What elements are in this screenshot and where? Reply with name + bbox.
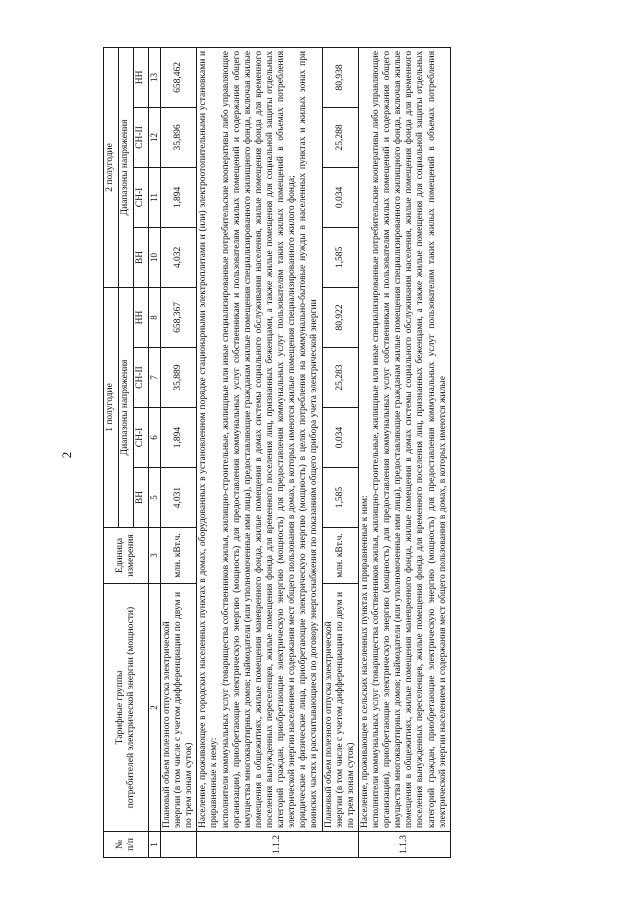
description-paragraph: юридические и физические лица, приобретающие электрическую энергию (мощность) в целях потребления на коммунально-бытовые нужды в населенных пунктах и жилых зонах при воинских частях и рассчитывающиеся по договору энергоснабжения по показаниям общего прибора учета электрической энергии xyxy=(298,50,320,828)
col-index: 3 xyxy=(149,528,161,584)
description-paragraph: Население, проживающее в городских населенных пунктах в домах, оборудованных в установленном порядке стационарными электроплитами и (или) электроотопительными установками и приравненные к нему: xyxy=(198,50,220,828)
col-index: 5 xyxy=(149,468,161,528)
rotated-table-block xyxy=(103,48,623,858)
col-index: 10 xyxy=(149,227,161,287)
value-cell: 4,032 xyxy=(161,227,197,287)
description-paragraph: Население, проживающее в сельских населенных пунктах и приравненные к ним: xyxy=(359,495,370,828)
header-tariff-groups: Тарифные группы потребителей электрической энергии (мощности) xyxy=(104,584,149,832)
row-unit: млн. кВт.ч. xyxy=(322,528,358,584)
value-cell: 35,889 xyxy=(161,348,197,408)
description-paragraph: исполнители коммунальных услуг (товарищества собственников жилья, жилищно-строительные, жилищные или иные специализированные потребительские кооперативы либо управляющие организации), приобретающие электрическую энергию (мощность) для предоставления коммунальных услуг собственникам и пользователям жилых помещений и содержания общего имущества многоквартирных домов; наймодатели (или уполномоченные ими лица), предоставляющие гражданам жилые помещения специализированного жилищного фонда, включая жилые помещения в общежитиях, жилые помещения маневренного фонда, жилые помещения в домах системы социального обслуживания населения, жилые помещения фонда для временного поселения вынужденных переселенцев, жилые помещения фонда для временного поселения лиц, признанных беженцами, а также жилые помещения для социальной защиты отдельных категорий граждан, приобретающие электрическую энергию (мощность) для предоставления коммунальных услуг пользователям таких жилых помещений в объемах потребления электрической энергии населением и содержания мест общего пользования в домах, в которых имеются жилые xyxy=(370,50,448,828)
header-vn-1: ВН xyxy=(134,468,149,528)
table-row xyxy=(358,47,450,857)
column-index-row xyxy=(149,47,161,857)
header-nn-2: НН xyxy=(134,47,149,107)
header-sn1-1: СН-I xyxy=(134,408,149,468)
col-index: 6 xyxy=(149,408,161,468)
table-row xyxy=(161,47,197,857)
header-ranges-half2: Диапазоны напряжения xyxy=(119,47,134,287)
description-paragraph: исполнители коммунальных услуг (товарищества собственников жилья, жилищно-строительные, жилищные или иные специализированные потребительские кооперативы либо управляющие организации), приобретающие электрическую энергию (мощность) для предоставления коммунальных услуг собственникам и пользователям жилых помещений и содержания общего имущества многоквартирных домов; наймодатели (или уполномоченные ими лица), предоставляющие гражданам жилые помещения специализированного жилищного фонда, включая жилые помещения в общежитиях, жилые помещения маневренного фонда, жилые помещения в домах системы социального обслуживания населения, жилые помещения фонда для временного поселения вынужденных переселенцев, жилые помещения фонда для временного поселения лиц, признанных беженцами, а также жилые помещения для социальной защиты отдельных категорий граждан, приобретающие электрическую энергию (мощность) для предоставления коммунальных услуг пользователям таких жилых помещений в объемах потребления электрической энергии населением и содержания мест общего пользования в домах, в которых имеются жилые помещения специализированного жилого фонда; xyxy=(220,50,298,828)
row-description xyxy=(197,47,322,831)
row-label: Плановый объем полезного отпуска электрической энергии (в том числе с учетом дифференциации по двум и по трем зонам суток) xyxy=(322,584,358,832)
row-unit: млн. кВт.ч. xyxy=(161,528,197,584)
value-cell: 25,283 xyxy=(322,348,358,408)
header-unit: Единица измерения xyxy=(104,528,149,584)
value-cell: 4,031 xyxy=(161,468,197,528)
row-num xyxy=(161,832,197,858)
value-cell: 80,922 xyxy=(322,287,358,347)
col-index: 13 xyxy=(149,47,161,107)
header-sn2-1: СН-II xyxy=(134,348,149,408)
table-row xyxy=(322,47,358,857)
col-index: 1 xyxy=(149,832,161,858)
value-cell: 1,585 xyxy=(322,468,358,528)
header-sn2-2: СН-II xyxy=(134,107,149,167)
row-label: Плановый объем полезного отпуска электрической энергии (в том числе с учетом дифференциации по двум и по трем зонам суток) xyxy=(161,584,197,832)
value-cell: 1,894 xyxy=(161,167,197,227)
value-cell: 1,585 xyxy=(322,227,358,287)
col-index: 2 xyxy=(149,584,161,832)
header-no: № п/п xyxy=(104,832,149,858)
table-row xyxy=(197,47,322,857)
row-num: 1.1.2 xyxy=(197,832,359,858)
header-vn-2: ВН xyxy=(134,227,149,287)
value-cell: 0,034 xyxy=(322,167,358,227)
header-ranges-half1: Диапазоны напряжения xyxy=(119,287,134,527)
row-description xyxy=(358,47,450,831)
header-sn1-2: СН-I xyxy=(134,167,149,227)
tariff-table xyxy=(103,47,451,858)
col-index: 7 xyxy=(149,348,161,408)
value-cell: 0,034 xyxy=(322,408,358,468)
value-cell: 658,367 xyxy=(161,287,197,347)
value-cell: 35,896 xyxy=(161,107,197,167)
row-num: 1.1.3 xyxy=(358,832,450,858)
value-cell: 1,894 xyxy=(161,408,197,468)
page-number: 2 xyxy=(59,451,74,459)
col-index: 8 xyxy=(149,287,161,347)
col-index: 12 xyxy=(149,107,161,167)
value-cell: 658,462 xyxy=(161,47,197,107)
header-half1: 1 полугодие xyxy=(104,287,119,527)
value-cell: 25,288 xyxy=(322,107,358,167)
col-index: 11 xyxy=(149,167,161,227)
value-cell: 80,938 xyxy=(322,47,358,107)
header-nn-1: НН xyxy=(134,287,149,347)
header-half2: 2 полугодие xyxy=(104,47,119,287)
